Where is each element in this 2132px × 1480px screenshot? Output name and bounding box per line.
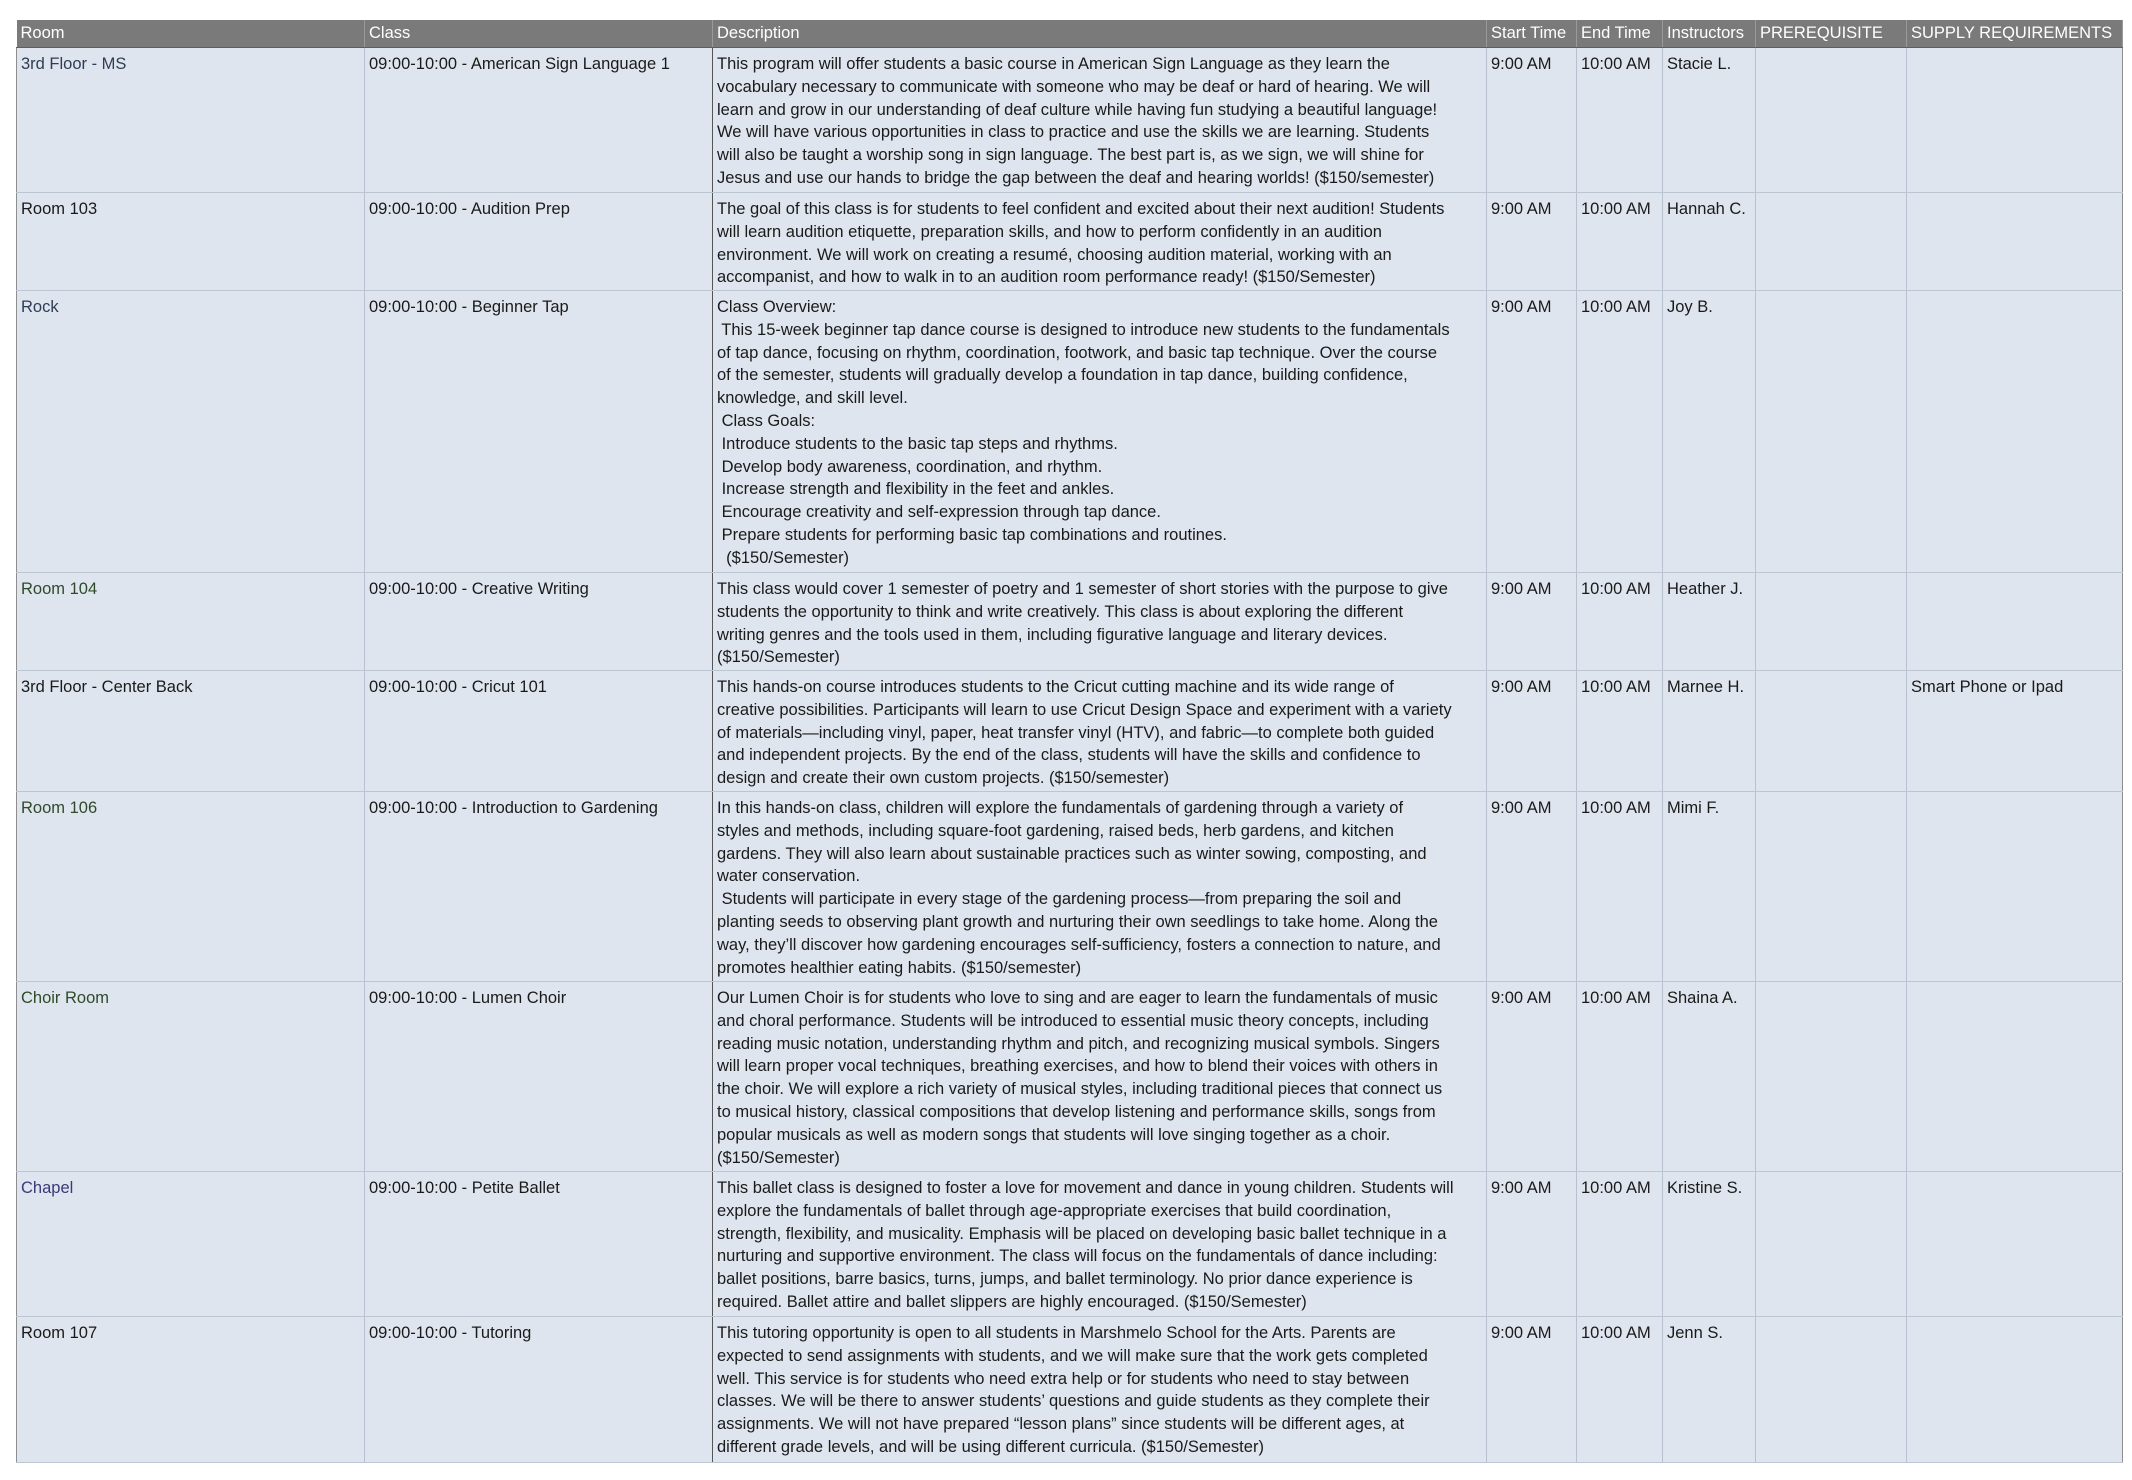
cell-description[interactable] — [713, 982, 1487, 1172]
cell-room-text: Chapel — [21, 1179, 74, 1197]
cell-end-time[interactable] — [1577, 671, 1663, 792]
cell-start-time[interactable] — [1487, 671, 1577, 792]
description-line: Prepare students for performing basic tap combinations and routines. — [717, 525, 1227, 544]
description-line: of tap dance, focusing on rhythm, coordination, footwork, and basic tap technique. Over the course — [717, 343, 1438, 362]
description-line: ($150/Semester) — [717, 1148, 840, 1167]
cell-instructor-text: Joy B. — [1667, 298, 1713, 316]
cell-description[interactable] — [713, 291, 1487, 573]
cell-supply-requirements[interactable] — [1907, 1172, 2123, 1317]
cell-end-time-text: 10:00 AM — [1581, 200, 1651, 218]
cell-room[interactable] — [17, 1317, 365, 1463]
cell-instructor-text: Heather J. — [1667, 580, 1744, 598]
cell-class-text: 09:00-10:00 - American Sign Language 1 — [369, 55, 670, 73]
description-line: nurturing and supportive environment. The class will focus on the fundamentals of dance including: — [717, 1247, 1438, 1266]
cell-start-time[interactable] — [1487, 48, 1577, 193]
cell-end-time-text: 10:00 AM — [1581, 1179, 1651, 1197]
cell-prerequisite[interactable] — [1756, 982, 1907, 1172]
column-header-instructors[interactable]: Instructors — [1663, 20, 1756, 48]
column-header-end-time[interactable]: End Time — [1577, 20, 1663, 48]
cell-start-time-text: 9:00 AM — [1491, 678, 1552, 696]
cell-supply-requirements[interactable] — [1907, 573, 2123, 671]
description-line: will also be taught a worship song in sign language. The best part is, as we sign, we will shine for — [717, 146, 1424, 165]
column-header-description[interactable]: Description — [713, 20, 1487, 48]
cell-room-text: Rock — [21, 298, 59, 316]
cell-supply-requirements[interactable] — [1907, 982, 2123, 1172]
description-line: accompanist, and how to walk in to an audition room performance ready! ($150/Semester) — [717, 268, 1376, 287]
table-row — [17, 291, 2123, 573]
description-line: required. Ballet attire and ballet slippers are highly encouraged. ($150/Semester) — [717, 1292, 1307, 1311]
cell-room[interactable] — [17, 982, 365, 1172]
cell-room-text: Room 103 — [21, 200, 98, 218]
cell-class-text: 09:00-10:00 - Introduction to Gardening — [369, 799, 658, 817]
description-line: ($150/Semester) — [717, 648, 840, 667]
description-line: will learn proper vocal techniques, breathing exercises, and how to blend their voices with others in — [717, 1057, 1438, 1076]
table-row — [17, 982, 2123, 1172]
cell-start-time[interactable] — [1487, 1317, 1577, 1463]
cell-start-time[interactable] — [1487, 1172, 1577, 1317]
cell-end-time[interactable] — [1577, 48, 1663, 193]
cell-instructor-text: Jenn S. — [1667, 1324, 1723, 1342]
cell-supply-requirements[interactable] — [1907, 48, 2123, 193]
spreadsheet — [16, 20, 2122, 1463]
description-line: way, they’ll discover how gardening encourages self-sufficiency, fosters a connection to nature, and — [717, 935, 1441, 954]
description-line: Class Goals: — [717, 411, 816, 430]
description-line: strength, flexibility, and musicality. Emphasis will be placed on developing basic ballet technique in a — [717, 1224, 1447, 1243]
cell-room[interactable] — [17, 48, 365, 193]
column-header-class[interactable]: Class — [365, 20, 713, 48]
description-line: Students will participate in every stage of the gardening process—from preparing the soil and — [717, 890, 1402, 909]
cell-prerequisite[interactable] — [1756, 48, 1907, 193]
table-row — [17, 671, 2123, 792]
description-line: students the opportunity to think and write creatively. This class is about exploring the different — [717, 602, 1404, 621]
cell-description[interactable] — [713, 48, 1487, 193]
table-row — [17, 193, 2123, 291]
cell-start-time[interactable] — [1487, 792, 1577, 982]
description-line: In this hands-on class, children will explore the fundamentals of gardening through a variety of — [717, 799, 1404, 817]
cell-end-time[interactable] — [1577, 573, 1663, 671]
cell-class[interactable] — [365, 48, 713, 193]
description-line: This ballet class is designed to foster a love for movement and dance in young children. Students will — [717, 1179, 1454, 1197]
cell-start-time[interactable] — [1487, 291, 1577, 573]
cell-prerequisite[interactable] — [1756, 792, 1907, 982]
description-line: The goal of this class is for students to feel confident and excited about their next audition! Students — [717, 200, 1445, 218]
cell-class-text: 09:00-10:00 - Creative Writing — [369, 580, 589, 598]
description-line: expected to send assignments with students, and we will make sure that the work gets completed — [717, 1346, 1428, 1365]
description-line: This tutoring opportunity is open to all students in Marshmelo School for the Arts. Parents are — [717, 1324, 1396, 1342]
header-row — [17, 20, 2123, 48]
cell-instructor[interactable] — [1663, 1317, 1756, 1463]
description-line: and independent projects. By the end of the class, students will have the skills and confidence to — [717, 746, 1421, 765]
cell-room-text: Room 106 — [21, 799, 98, 817]
cell-supply-requirements[interactable] — [1907, 1317, 2123, 1463]
description-line: water conservation. — [717, 867, 861, 886]
cell-prerequisite[interactable] — [1756, 193, 1907, 291]
description-line: This class would cover 1 semester of poetry and 1 semester of short stories with the purpose to give — [717, 580, 1448, 598]
cell-end-time-text: 10:00 AM — [1581, 799, 1651, 817]
description-line: ballet positions, barre basics, turns, jumps, and ballet terminology. No prior dance experience is — [717, 1270, 1413, 1289]
description-line: explore the fundamentals of ballet through age-appropriate exercises that build coordination, — [717, 1201, 1392, 1220]
cell-class[interactable] — [365, 671, 713, 792]
cell-class[interactable] — [365, 1317, 713, 1463]
cell-start-time-text: 9:00 AM — [1491, 1324, 1552, 1342]
cell-description[interactable] — [713, 193, 1487, 291]
description-line: assignments. We will not have prepared “lesson plans” since students will be different ages, at — [717, 1415, 1405, 1434]
cell-class[interactable] — [365, 982, 713, 1172]
description-line: reading music notation, understanding rhythm and pitch, and recognizing musical symbols. Singers — [717, 1034, 1440, 1053]
cell-instructor-text: Marnee H. — [1667, 678, 1745, 696]
cell-instructor[interactable] — [1663, 193, 1756, 291]
description-line: Increase strength and flexibility in the feet and ankles. — [717, 480, 1115, 499]
column-header-start-time[interactable]: Start Time — [1487, 20, 1577, 48]
cell-instructor[interactable] — [1663, 1172, 1756, 1317]
cell-class-text: 09:00-10:00 - Petite Ballet — [369, 1179, 560, 1197]
cell-end-time[interactable] — [1577, 982, 1663, 1172]
description-line: classes. We will be there to answer students’ questions and guide students as they complete their — [717, 1392, 1430, 1411]
description-line: Jesus and use our hands to bridge the gap between the deaf and hearing worlds! ($150/semester) — [717, 168, 1435, 187]
cell-room[interactable] — [17, 671, 365, 792]
cell-end-time-text: 10:00 AM — [1581, 678, 1651, 696]
cell-instructor[interactable] — [1663, 982, 1756, 1172]
cell-prerequisite[interactable] — [1756, 671, 1907, 792]
description-line: ($150/Semester) — [717, 548, 850, 567]
cell-class-text: 09:00-10:00 - Audition Prep — [369, 200, 570, 218]
cell-start-time[interactable] — [1487, 573, 1577, 671]
description-line: design and create their own custom projects. ($150/semester) — [717, 769, 1170, 788]
column-header-prerequisite[interactable]: PREREQUISITE — [1756, 20, 1907, 48]
cell-start-time-text: 9:00 AM — [1491, 1179, 1552, 1197]
column-header-supply-requirements[interactable]: SUPPLY REQUIREMENTS — [1907, 20, 2123, 48]
description-line: of materials—including vinyl, paper, heat transfer vinyl (HTV), and fabric—to complete both guided — [717, 723, 1435, 742]
cell-class-text: 09:00-10:00 - Cricut 101 — [369, 678, 547, 696]
description-line: Class Overview: — [717, 298, 837, 316]
cell-supply-requirements-text: Smart Phone or Ipad — [1911, 678, 2064, 696]
cell-end-time-text: 10:00 AM — [1581, 55, 1651, 73]
cell-class[interactable] — [365, 291, 713, 573]
cell-class[interactable] — [365, 573, 713, 671]
cell-end-time[interactable] — [1577, 193, 1663, 291]
cell-supply-requirements[interactable] — [1907, 291, 2123, 573]
description-line: learn and grow in our understanding of deaf culture while having fun studying a beautiful language! — [717, 100, 1438, 119]
table-row — [17, 1172, 2123, 1317]
description-line: This hands-on course introduces students to the Cricut cutting machine and its wide range of — [717, 678, 1394, 696]
description-line: gardens. They will also learn about sustainable practices such as winter sowing, composting, and — [717, 844, 1427, 863]
table-row — [17, 1317, 2123, 1463]
cell-start-time-text: 9:00 AM — [1491, 298, 1552, 316]
cell-prerequisite[interactable] — [1756, 573, 1907, 671]
description-line: Develop body awareness, coordination, and rhythm. — [717, 457, 1103, 476]
description-line: creative possibilities. Participants will learn to use Cricut Design Space and experiment with a variety — [717, 700, 1452, 719]
cell-supply-requirements[interactable] — [1907, 671, 2123, 792]
class-schedule-table — [16, 20, 2123, 1463]
cell-instructor-text: Stacie L. — [1667, 55, 1732, 73]
cell-class-text: 09:00-10:00 - Tutoring — [369, 1324, 532, 1342]
table-body — [17, 48, 2123, 1463]
description-line: planting seeds to observing plant growth and nurturing their own seedlings to take home. Along the — [717, 912, 1438, 931]
cell-room[interactable] — [17, 792, 365, 982]
cell-room[interactable] — [17, 573, 365, 671]
cell-end-time-text: 10:00 AM — [1581, 989, 1651, 1007]
description-line: This 15-week beginner tap dance course is designed to introduce new students to the fundamentals — [717, 320, 1450, 339]
cell-start-time-text: 9:00 AM — [1491, 55, 1552, 73]
cell-end-time-text: 10:00 AM — [1581, 580, 1651, 598]
cell-room[interactable] — [17, 193, 365, 291]
description-line: to musical history, classical compositions that develop listening and performance skills, songs from — [717, 1102, 1436, 1121]
cell-start-time[interactable] — [1487, 982, 1577, 1172]
cell-class-text: 09:00-10:00 - Beginner Tap — [369, 298, 569, 316]
cell-prerequisite[interactable] — [1756, 1172, 1907, 1317]
cell-room-text: 3rd Floor - Center Back — [21, 678, 193, 696]
description-line: of the semester, students will gradually develop a foundation in tap dance, building confidence, — [717, 366, 1408, 385]
cell-supply-requirements[interactable] — [1907, 792, 2123, 982]
cell-room[interactable] — [17, 291, 365, 573]
cell-end-time[interactable] — [1577, 1317, 1663, 1463]
cell-room-text: Choir Room — [21, 989, 110, 1007]
description-line: different grade levels, and will be using different curricula. ($150/Semester) — [717, 1437, 1264, 1456]
cell-start-time-text: 9:00 AM — [1491, 580, 1552, 598]
cell-room-text: 3rd Floor - MS — [21, 55, 127, 73]
description-line: popular musicals as well as modern songs that students will love singing together as a choir. — [717, 1125, 1391, 1144]
description-line: Encourage creativity and self-expression through tap dance. — [717, 503, 1161, 522]
description-line: We will have various opportunities in class to practice and use the skills we are learning. Students — [717, 123, 1430, 142]
cell-class-text: 09:00-10:00 - Lumen Choir — [369, 989, 567, 1007]
description-line: Introduce students to the basic tap steps and rhythms. — [717, 434, 1118, 453]
description-line: and choral performance. Students will be introduced to essential music theory concepts, including — [717, 1011, 1429, 1030]
description-line: will learn audition etiquette, preparation skills, and how to perform confidently in an audition — [717, 222, 1382, 241]
cell-end-time[interactable] — [1577, 792, 1663, 982]
cell-start-time[interactable] — [1487, 193, 1577, 291]
cell-end-time-text: 10:00 AM — [1581, 298, 1651, 316]
cell-class[interactable] — [365, 792, 713, 982]
cell-instructor[interactable] — [1663, 573, 1756, 671]
cell-supply-requirements[interactable] — [1907, 193, 2123, 291]
cell-description[interactable] — [713, 671, 1487, 792]
cell-instructor-text: Mimi F. — [1667, 799, 1720, 817]
description-line: writing genres and the tools used in them, including figurative language and literary devices. — [717, 625, 1388, 644]
cell-description[interactable] — [713, 792, 1487, 982]
cell-room[interactable] — [17, 1172, 365, 1317]
cell-instructor[interactable] — [1663, 291, 1756, 573]
cell-end-time[interactable] — [1577, 1172, 1663, 1317]
description-line: the choir. We will explore a rich variety of musical styles, including traditional pieces that connect us — [717, 1080, 1443, 1099]
cell-end-time-text: 10:00 AM — [1581, 1324, 1651, 1342]
cell-instructor-text: Shaina A. — [1667, 989, 1738, 1007]
description-line: promotes healthier eating habits. ($150/semester) — [717, 958, 1082, 977]
table-row — [17, 792, 2123, 982]
cell-instructor[interactable] — [1663, 671, 1756, 792]
table-row — [17, 48, 2123, 193]
cell-room-text: Room 107 — [21, 1324, 98, 1342]
cell-start-time-text: 9:00 AM — [1491, 989, 1552, 1007]
cell-description[interactable] — [713, 573, 1487, 671]
cell-instructor-text: Kristine S. — [1667, 1179, 1743, 1197]
cell-instructor[interactable] — [1663, 48, 1756, 193]
cell-instructor[interactable] — [1663, 792, 1756, 982]
cell-room-text: Room 104 — [21, 580, 98, 598]
column-header-room[interactable]: Room — [17, 20, 365, 48]
cell-class[interactable] — [365, 1172, 713, 1317]
cell-start-time-text: 9:00 AM — [1491, 200, 1552, 218]
cell-start-time-text: 9:00 AM — [1491, 799, 1552, 817]
cell-instructor-text: Hannah C. — [1667, 200, 1746, 218]
description-line: vocabulary necessary to communicate with someone who may be deaf or hard of hearing. We will — [717, 77, 1431, 96]
description-line: well. This service is for students who need extra help or for students who need to stay between — [717, 1369, 1410, 1388]
description-line: environment. We will work on creating a resumé, choosing audition material, working with an — [717, 245, 1392, 264]
cell-class[interactable] — [365, 193, 713, 291]
cell-description[interactable] — [713, 1317, 1487, 1463]
table-row — [17, 573, 2123, 671]
cell-end-time[interactable] — [1577, 291, 1663, 573]
cell-prerequisite[interactable] — [1756, 291, 1907, 573]
description-line: styles and methods, including square-foot gardening, raised beds, herb gardens, and kitchen — [717, 821, 1394, 840]
cell-description[interactable] — [713, 1172, 1487, 1317]
description-line: knowledge, and skill level. — [717, 389, 908, 408]
description-line: Our Lumen Choir is for students who love to sing and are eager to learn the fundamentals of music — [717, 989, 1438, 1007]
description-line: This program will offer students a basic course in American Sign Language as they learn the — [717, 55, 1390, 73]
cell-prerequisite[interactable] — [1756, 1317, 1907, 1463]
